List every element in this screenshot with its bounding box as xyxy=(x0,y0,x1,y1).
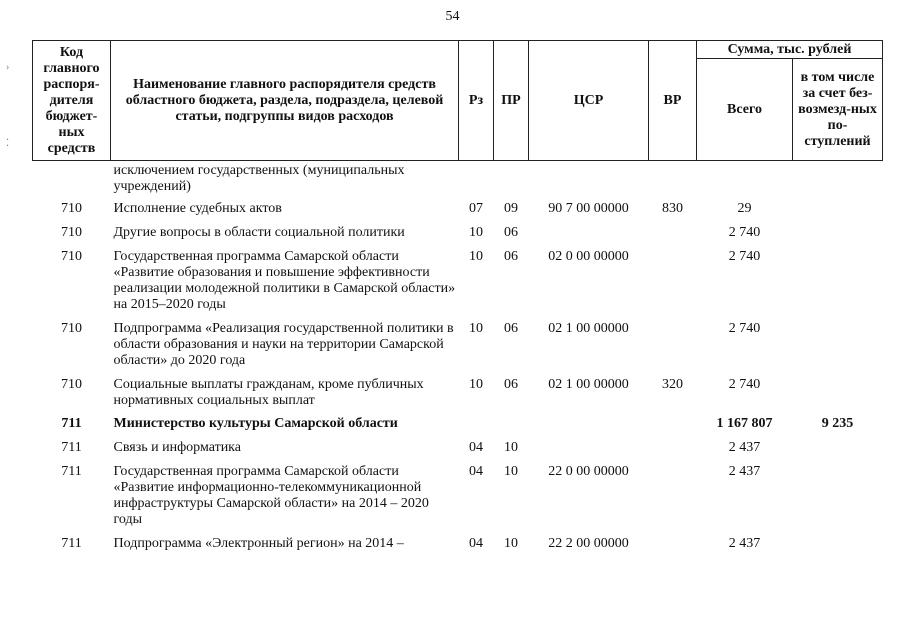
table-row xyxy=(33,199,883,223)
row-csr xyxy=(529,161,649,200)
row-total: 2 740 xyxy=(728,321,761,336)
row-free xyxy=(793,319,883,375)
row-name: Связь и информатика xyxy=(113,440,241,455)
header-rz: Рз xyxy=(459,41,494,161)
row-free xyxy=(793,199,883,223)
row-total: 2 740 xyxy=(728,249,761,264)
row-code: 710 xyxy=(61,225,82,240)
row-csr xyxy=(529,414,649,438)
row-name: Социальные выплаты гражданам, кроме публичных нормативных социальных выплат xyxy=(113,377,424,408)
table-row xyxy=(33,161,883,200)
row-csr: 02 1 00 00000 xyxy=(548,321,629,336)
row-code xyxy=(33,161,111,200)
row-vr xyxy=(649,414,697,438)
row-total: 2 740 xyxy=(728,377,761,392)
row-name: Исполнение судебных актов xyxy=(113,201,282,216)
budget-table xyxy=(32,40,883,558)
row-free xyxy=(793,161,883,200)
row-csr: 22 2 00 00000 xyxy=(548,536,629,551)
row-code: 710 xyxy=(61,377,82,392)
table-row xyxy=(33,247,883,319)
row-total: 2 437 xyxy=(728,536,761,551)
row-name: Подпрограмма «Электронный регион» на 2014 – xyxy=(113,536,404,551)
table-row xyxy=(33,319,883,375)
row-total: 1 167 807 xyxy=(716,416,773,431)
row-vr xyxy=(649,438,697,462)
row-rz: 10 xyxy=(469,321,483,336)
row-vr xyxy=(649,462,697,534)
row-free xyxy=(793,534,883,558)
row-name: Министерство культуры Самарской области xyxy=(113,416,398,431)
row-free: 9 235 xyxy=(821,416,854,431)
row-vr xyxy=(649,223,697,247)
row-csr: 02 1 00 00000 xyxy=(548,377,629,392)
row-vr xyxy=(649,247,697,319)
table-row xyxy=(33,462,883,534)
header-code: Код главного распоря-дителя бюджет-ных средств xyxy=(33,41,111,161)
header-vr: ВР xyxy=(649,41,697,161)
table-row xyxy=(33,223,883,247)
row-free xyxy=(793,438,883,462)
row-pr: 10 xyxy=(504,440,518,455)
row-free xyxy=(793,247,883,319)
row-name: Другие вопросы в области социальной политики xyxy=(113,225,405,240)
row-code: 710 xyxy=(61,321,82,336)
row-pr xyxy=(494,161,529,200)
row-code: 710 xyxy=(61,249,82,264)
row-pr: 10 xyxy=(504,536,518,551)
row-rz xyxy=(459,414,494,438)
row-total: 29 xyxy=(737,201,752,216)
scan-artifact: ⁚ xyxy=(6,138,10,149)
row-total: 2 740 xyxy=(728,225,761,240)
row-pr xyxy=(494,414,529,438)
row-rz: 04 xyxy=(469,464,483,479)
row-code: 711 xyxy=(61,464,82,479)
row-vr: 830 xyxy=(662,201,683,216)
table-row xyxy=(33,414,883,438)
row-rz: 10 xyxy=(469,225,483,240)
header-total: Всего xyxy=(697,59,793,161)
row-pr: 06 xyxy=(504,225,518,240)
header-free: в том числе за счет без-возмезд-ных по-ступлений xyxy=(793,59,883,161)
row-total: 2 437 xyxy=(728,440,761,455)
row-csr xyxy=(529,223,649,247)
row-code: 711 xyxy=(61,416,82,431)
row-rz: 07 xyxy=(469,201,483,216)
row-csr xyxy=(529,438,649,462)
row-name: Государственная программа Самарской области «Развитие информационно-телекоммуникационной инфраструктуры Самарской области» на 2014 – 2020 годы xyxy=(113,464,429,527)
row-free xyxy=(793,375,883,414)
header-sum: Сумма, тыс. рублей xyxy=(697,41,883,59)
row-total xyxy=(697,161,793,200)
row-pr: 06 xyxy=(504,249,518,264)
row-vr xyxy=(649,534,697,558)
row-total: 2 437 xyxy=(728,464,761,479)
header-pr: ПР xyxy=(494,41,529,161)
row-pr: 06 xyxy=(504,321,518,336)
row-csr: 90 7 00 00000 xyxy=(548,201,629,216)
row-rz: 04 xyxy=(469,440,483,455)
table-row xyxy=(33,534,883,558)
row-code: 711 xyxy=(61,440,82,455)
row-free xyxy=(793,462,883,534)
header-csr: ЦСР xyxy=(529,41,649,161)
row-vr xyxy=(649,319,697,375)
row-pr: 10 xyxy=(504,464,518,479)
row-rz: 04 xyxy=(469,536,483,551)
row-csr: 22 0 00 00000 xyxy=(548,464,629,479)
row-pr: 09 xyxy=(504,201,518,216)
row-csr: 02 0 00 00000 xyxy=(548,249,629,264)
row-name: Подпрограмма «Реализация государственной политики в области образования и науки на территории Самарской области» до 2020 года xyxy=(113,321,454,368)
page-number: 54 xyxy=(445,9,460,24)
row-vr: 320 xyxy=(662,377,683,392)
row-code: 710 xyxy=(61,201,82,216)
table-body xyxy=(33,161,883,559)
row-rz: 10 xyxy=(469,377,483,392)
row-vr xyxy=(649,161,697,200)
table-row xyxy=(33,375,883,414)
table-row xyxy=(33,438,883,462)
row-pr: 06 xyxy=(504,377,518,392)
row-code: 711 xyxy=(61,536,82,551)
row-name: исключением государственных (муниципальных учреждений) xyxy=(113,163,405,194)
scan-artifact: › xyxy=(6,62,10,73)
row-rz: 10 xyxy=(469,249,483,264)
row-free xyxy=(793,223,883,247)
header-name: Наименование главного распорядителя средств областного бюджета, раздела, подраздела, целевой статьи, подгруппы видов расходов xyxy=(111,41,459,161)
row-name: Государственная программа Самарской области «Развитие образования и повышение эффективности реализации молодежной политики в Самарской области» на 2015–2020 годы xyxy=(113,249,456,312)
row-rz xyxy=(459,161,494,200)
